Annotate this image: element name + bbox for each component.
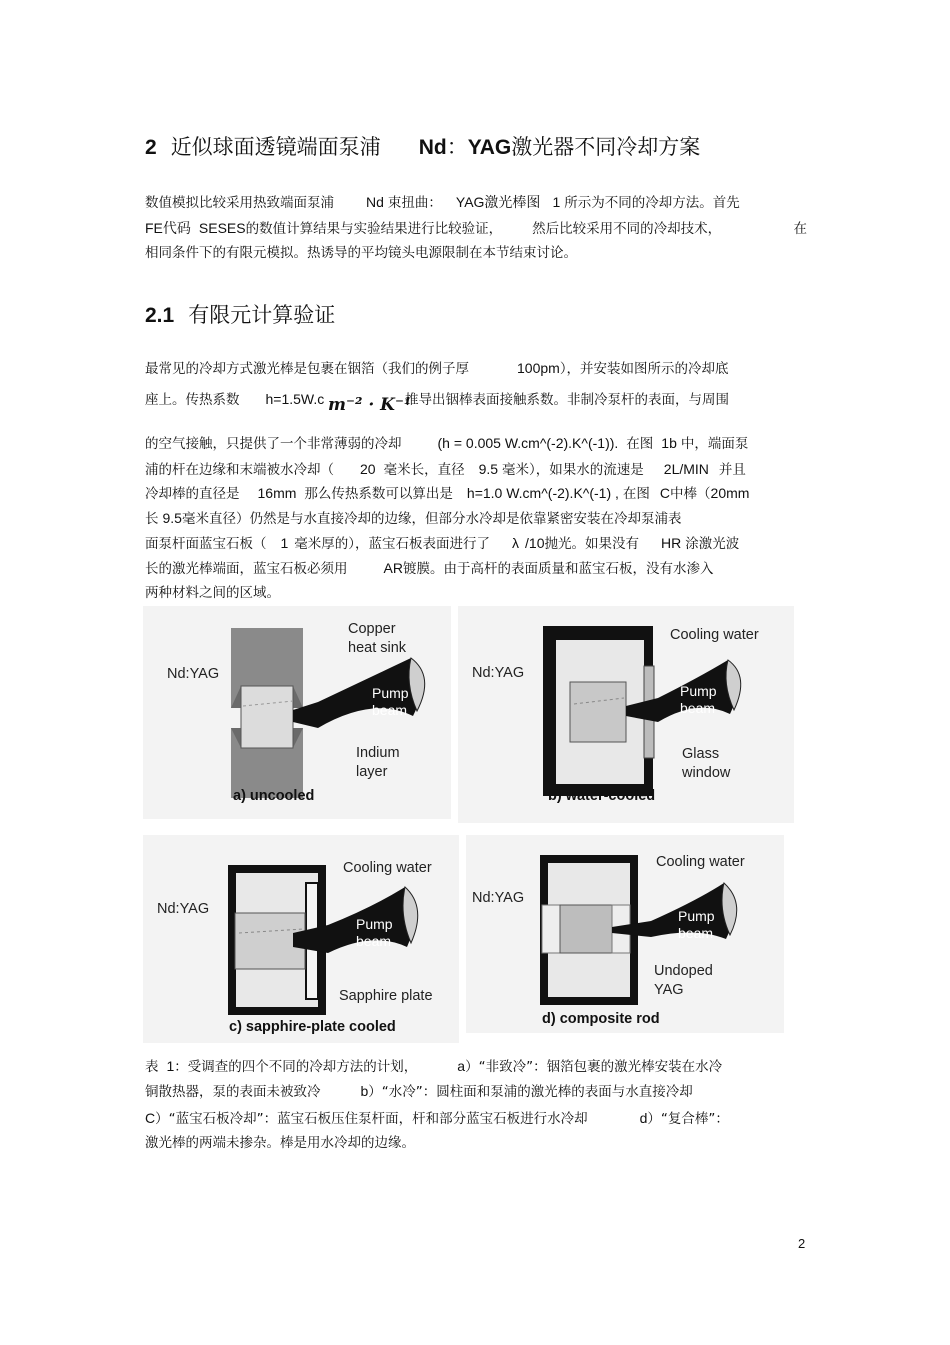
text: ），并安装如图所示的冷却底 — [559, 361, 729, 377]
para2-line6 — [145, 507, 681, 527]
label-pump: Pump — [372, 685, 409, 701]
subsection-number: 2.1 — [145, 304, 175, 327]
text: 然后比较采用不同的冷却技术， — [532, 221, 722, 237]
nd-yag-rod — [560, 905, 612, 953]
text: 长的激光棒端面，蓝宝石板必须用 — [145, 561, 348, 577]
text: (h = 0.005 W.cm^(-2).K^(-1)). — [437, 435, 619, 451]
label-cooling-water: Cooling water — [670, 627, 759, 643]
text: 镀膜。由于高杆的表面质量和蓝宝石板，没有水渗入 — [402, 561, 714, 577]
text: 在图 — [622, 486, 650, 502]
figure-a-uncooled — [143, 606, 451, 819]
text: C — [659, 485, 671, 501]
text: ）“水冷”：圆柱面和泵浦的激光棒的表面与水直接冷却 — [368, 1084, 693, 1100]
para1-line3: 相同条件下的有限元模拟。热诱导的平均镜头电源限制在本节结束讨论。 — [145, 245, 577, 261]
caption-line4: 激光棒的两端未掺杂。棒是用水冷却的边缘。 — [145, 1135, 415, 1151]
text: ）“非致冷”：铟箔包裹的激光棒安装在水冷 — [465, 1059, 723, 1075]
figure-b-water-cooled — [458, 606, 794, 823]
caption-d: d) composite rod — [542, 1011, 660, 1027]
text: FE代码 — [145, 220, 191, 236]
label-sapphire-plate: Sapphire plate — [339, 988, 433, 1004]
text: h=1.0 W.cm^(-2).K^(-1) , — [466, 485, 619, 501]
label-beam: beam — [678, 925, 714, 941]
text: 抛光。如果没有 — [544, 536, 640, 552]
text: 9.5 — [162, 510, 182, 526]
text: 数值模拟比较采用热致端面泵浦 — [145, 195, 334, 211]
subsection-heading — [145, 299, 335, 329]
text: λ — [512, 535, 520, 551]
page-number: 2 — [798, 1236, 806, 1251]
text: AR — [383, 560, 403, 576]
para1-line2 — [145, 217, 807, 238]
label-window: window — [682, 765, 731, 781]
label-pump: Pump — [356, 916, 393, 932]
text: 长 — [145, 511, 159, 527]
text: 20 — [360, 461, 376, 477]
para2-line8 — [145, 557, 713, 577]
unit-formula: m⁻² · K⁻¹ — [328, 395, 412, 415]
undoped-yag-left — [542, 905, 560, 953]
label-beam: beam — [356, 933, 392, 949]
text: 毫米），如果水的流速是 — [502, 462, 644, 478]
label-yag: YAG — [654, 982, 684, 998]
text: 那么传热系数可以算出是 — [304, 486, 453, 502]
text: h=1.5W.c — [265, 391, 325, 407]
figure-d-composite-rod — [466, 835, 784, 1033]
text: 冷却棒的直径是 — [145, 486, 240, 502]
text: C — [145, 1110, 156, 1126]
text: 涂激光波 — [685, 536, 740, 552]
text: HR — [661, 535, 682, 551]
section-number: 2 — [145, 136, 157, 159]
text: 的数值计算结果与实验结果进行比较验证， — [245, 221, 503, 237]
text: 毫米长，直径 — [383, 462, 465, 478]
text: 16mm — [257, 485, 297, 501]
text: 1b — [661, 435, 677, 451]
caption-line2 — [145, 1080, 693, 1100]
para1-line1 — [145, 191, 740, 212]
para2-line2b: 推导出铟棒表面接触系数。非制冷泵杆的表面，与周围 — [405, 392, 729, 408]
text: 在图 — [626, 436, 654, 452]
label-pump: Pump — [680, 683, 717, 699]
para2-line4 — [145, 458, 746, 478]
text: 铜散热器，泵的表面未被致冷 — [145, 1084, 321, 1100]
para2-line5 — [145, 482, 749, 502]
subsection-title: 有限元计算验证 — [188, 303, 336, 327]
text: 在 — [793, 221, 807, 237]
text: ）“蓝宝石板冷却”：蓝宝石板压住泵杆面，杆和部分蓝宝石板进行水冷却 — [155, 1111, 588, 1127]
text: a — [457, 1058, 466, 1074]
label-pump: Pump — [678, 908, 715, 924]
text: 20mm — [710, 485, 750, 501]
text: 1 — [166, 1058, 175, 1074]
label-beam: beam — [372, 702, 408, 718]
text: 表 — [145, 1059, 159, 1075]
heading-text: 近似球面透镜端面泵浦 — [170, 135, 381, 159]
caption-c: c) sapphire-plate cooled — [229, 1019, 396, 1035]
text: 1 — [552, 194, 561, 210]
text: 毫米直径）仍然是与水直接冷却的边缘，但部分水冷却是依靠紧密安装在冷却泵浦表 — [181, 511, 682, 527]
text: Nd — [366, 194, 384, 210]
label-cooling-water: Cooling water — [656, 854, 745, 870]
text: 束扭曲： — [387, 195, 442, 211]
text: b — [360, 1083, 369, 1099]
caption-a: a) uncooled — [233, 788, 315, 804]
text: /10 — [525, 535, 545, 551]
label-heat-sink: heat sink — [348, 640, 407, 656]
text: SESES — [198, 220, 246, 236]
nd-yag-rod — [570, 682, 626, 742]
label-layer: layer — [356, 764, 388, 780]
label-ndyag: Nd:YAG — [157, 901, 210, 917]
text: ：受调查的四个不同的冷却方法的计划， — [174, 1059, 418, 1075]
para2-line1 — [145, 357, 729, 377]
heading-yag: YAG — [467, 136, 512, 159]
text: ）“复合棒”： — [647, 1111, 729, 1127]
figure-c-sapphire-plate — [143, 835, 459, 1043]
text: 1 — [280, 535, 289, 551]
text: 的空气接触，只提供了一个非常薄弱的冷却 — [145, 436, 402, 452]
caption-line3 — [145, 1107, 729, 1127]
label-undoped: Undoped — [654, 963, 713, 979]
section-heading — [145, 131, 700, 161]
text: 100pm — [517, 360, 560, 376]
text: 并且 — [718, 462, 746, 478]
label-glass: Glass — [682, 746, 720, 762]
label-cooling-water: Cooling water — [343, 860, 432, 876]
text: 所示为不同的冷却方法。首先 — [564, 195, 740, 211]
label-copper: Copper — [348, 621, 396, 637]
text: 座上。传热系数 — [145, 392, 240, 408]
text: 中棒（ — [670, 486, 711, 502]
text: 2L/MIN — [663, 461, 709, 477]
text: YAG激光棒图 — [455, 194, 541, 210]
text: 最常见的冷却方式激光棒是包裹在铟箔（我们的例子厚 — [145, 361, 469, 377]
text: 中，端面泵 — [680, 436, 749, 452]
label-ndyag: Nd:YAG — [167, 666, 220, 682]
heading-colon: ： — [446, 135, 468, 159]
heading-nd: Nd — [418, 136, 447, 159]
text: 面泵杆面蓝宝石板（ — [145, 536, 267, 552]
para2-line3 — [145, 432, 748, 452]
nd-yag-rod — [241, 686, 293, 748]
heading-tail: 激光器不同冷却方案 — [511, 135, 701, 159]
caption-b: b) water-cooled — [548, 788, 656, 804]
para2-line7 — [145, 532, 739, 552]
label-beam: beam — [680, 700, 716, 716]
text: 9.5 — [478, 461, 499, 477]
para2-line9: 两种材料之间的区域。 — [145, 585, 280, 601]
text: 毫米厚的），蓝宝石板表面进行了 — [294, 536, 491, 552]
caption-line1 — [145, 1055, 722, 1075]
text: d — [639, 1110, 648, 1126]
label-indium: Indium — [356, 745, 400, 761]
para2-line2 — [145, 388, 324, 408]
text: 浦的杆在边缘和末端被水冷却（ — [145, 462, 334, 478]
label-ndyag: Nd:YAG — [472, 890, 525, 906]
label-ndyag: Nd:YAG — [472, 665, 525, 681]
